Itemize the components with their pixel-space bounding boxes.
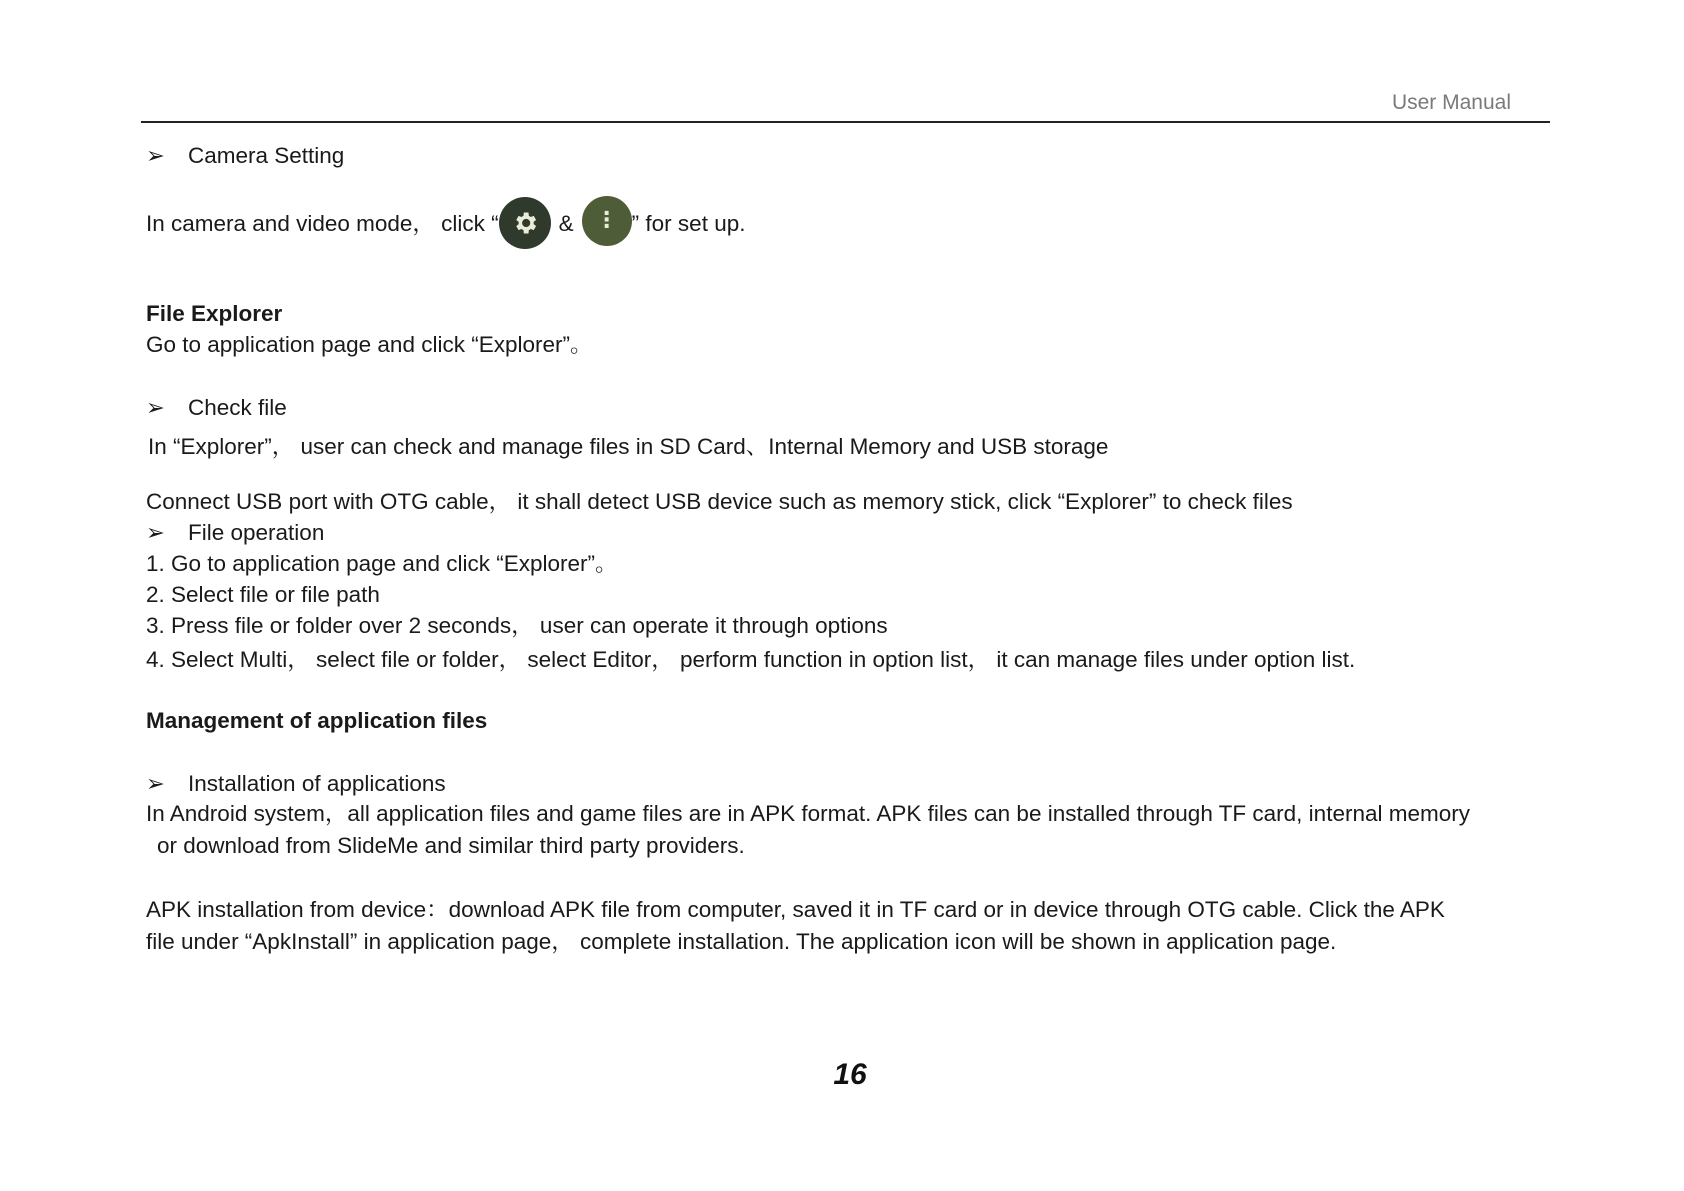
header-title: User Manual xyxy=(1391,91,1511,114)
check-file-label: Check file xyxy=(188,395,287,420)
bullet-arrow-icon: ➢ xyxy=(146,771,165,796)
apk-line-1: APK installation from device：download APK file from computer, saved it in TF card or in device through OTG cable. Click the APK xyxy=(146,897,1445,922)
camera-setting-bullet xyxy=(146,142,344,170)
check-file-text: In “Explorer”， user can check and manage files in SD Card、Internal Memory and USB storage xyxy=(148,434,1109,459)
file-op-step-3: 3. Press file or folder over 2 seconds， user can operate it through options xyxy=(146,613,888,638)
apk-line-2: file under “ApkInstall” in application page， complete installation. The application icon will be shown in application page. xyxy=(146,929,1337,954)
bullet-arrow-icon: ➢ xyxy=(146,143,165,168)
more-vert-icon: ⋮ xyxy=(582,196,632,246)
ampersand: & xyxy=(558,210,574,236)
file-op-step-1: 1. Go to application page and click “Explorer”。 xyxy=(146,551,618,576)
camera-setting-label: Camera Setting xyxy=(188,143,345,168)
install-line-2: or download from SlideMe and similar third party providers. xyxy=(157,833,745,858)
file-op-step-2: 2. Select file or file path xyxy=(146,582,380,607)
page-number: 16 xyxy=(833,1058,867,1091)
gear-icon xyxy=(499,197,551,249)
camera-line-end: ” for set up. xyxy=(631,210,746,236)
install-line-1: In Android system，all application files and game files are in APK format. APK files can be installed through TF card, internal memory xyxy=(146,801,1470,826)
connect-usb-text: Connect USB port with OTG cable， it shall detect USB device such as memory stick, click “Explorer” to check files xyxy=(146,489,1293,514)
management-heading: Management of application files xyxy=(146,708,488,733)
file-op-step-4: 4. Select Multi， select file or folder， select Editor， perform function in option list， it can manage files under option list. xyxy=(146,647,1356,672)
check-file-bullet xyxy=(146,394,287,422)
file-explorer-intro: Go to application page and click “Explorer”。 xyxy=(146,332,593,357)
header-rule xyxy=(141,121,1550,123)
file-explorer-heading: File Explorer xyxy=(146,301,283,326)
file-operation-label: File operation xyxy=(188,520,325,545)
installation-label: Installation of applications xyxy=(188,771,446,796)
bullet-arrow-icon: ➢ xyxy=(146,520,165,545)
file-operation-bullet xyxy=(146,519,324,547)
camera-setup-line xyxy=(146,199,745,251)
installation-bullet xyxy=(146,770,446,798)
camera-line-start: In camera and video mode， click “ xyxy=(146,210,499,236)
bullet-arrow-icon: ➢ xyxy=(146,395,165,420)
